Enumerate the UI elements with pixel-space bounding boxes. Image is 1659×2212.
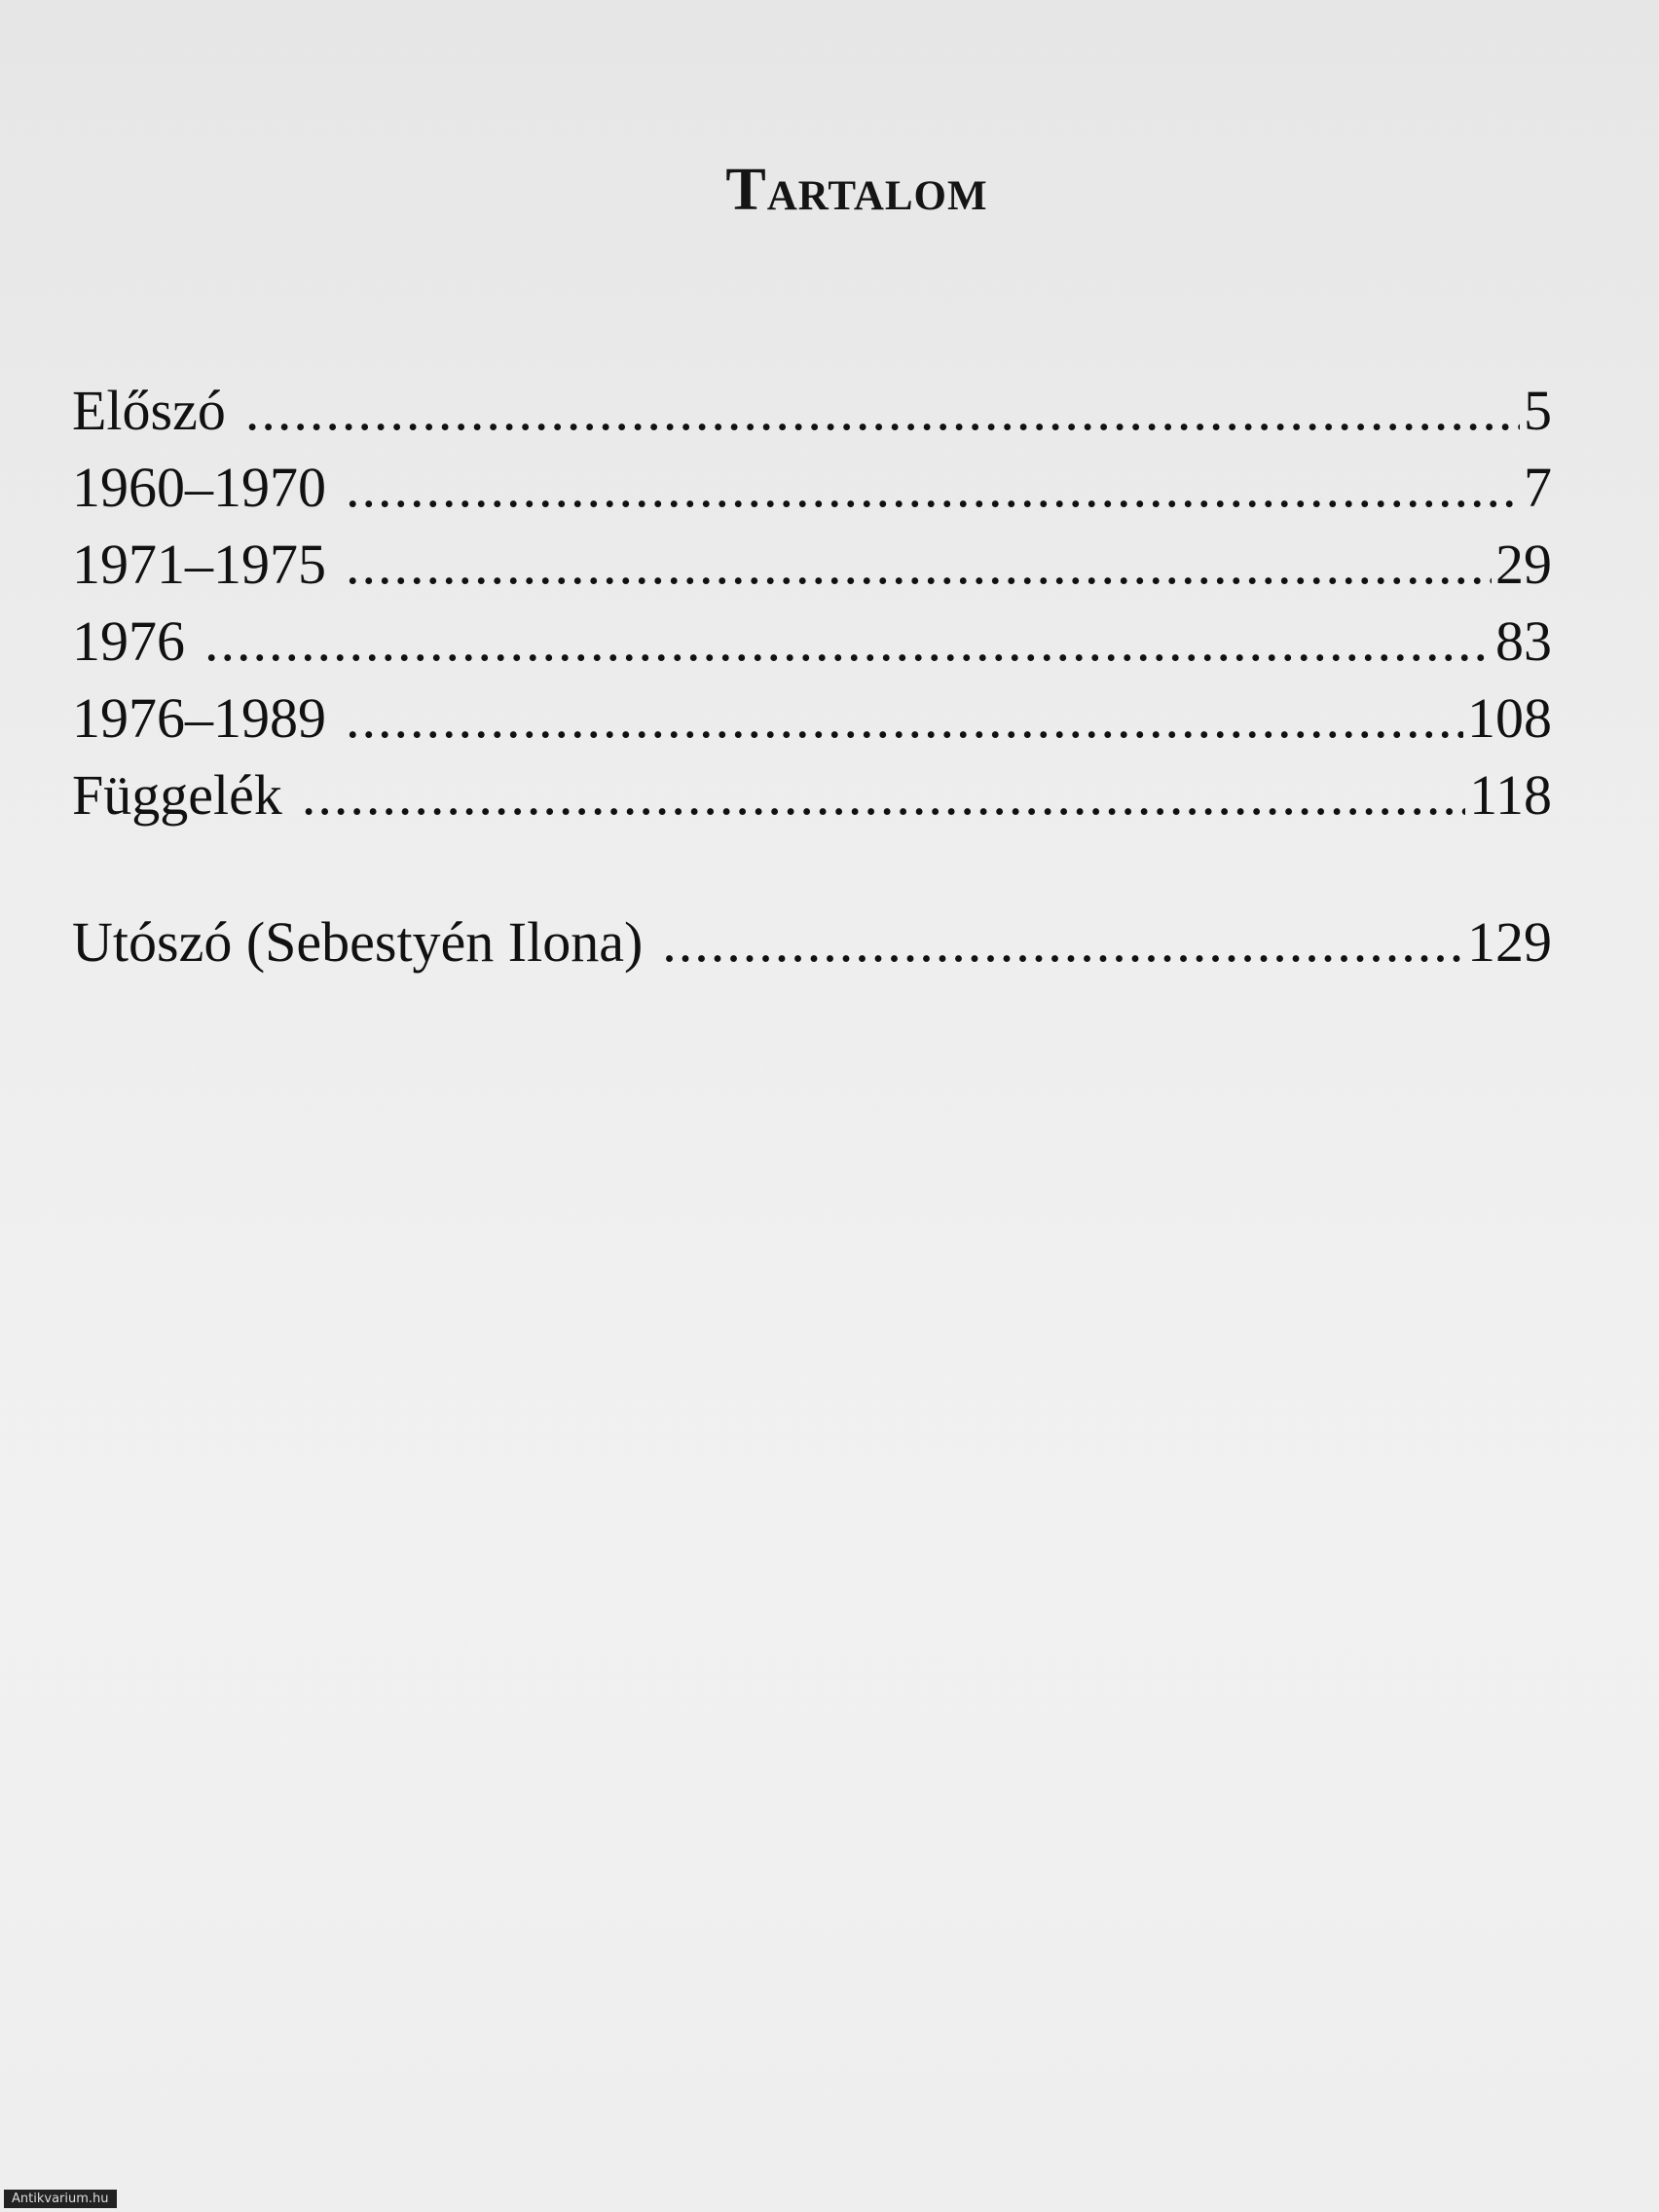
toc-entry-title: 1960–1970 <box>72 456 326 519</box>
toc-entry-title: Előszó <box>72 379 226 442</box>
toc-entry-title: Utószó (Sebestyén Ilona) <box>72 910 644 974</box>
toc-dot-leader <box>346 680 1463 756</box>
toc-entry[interactable] <box>72 680 1552 756</box>
table-of-contents-appendix <box>72 903 1552 980</box>
toc-entry-page: 129 <box>1467 910 1552 974</box>
toc-entry-page: 7 <box>1524 456 1552 519</box>
toc-dot-leader <box>346 526 1492 603</box>
toc-dot-leader <box>346 449 1520 526</box>
toc-entry-page: 118 <box>1469 763 1552 827</box>
toc-entry[interactable] <box>72 603 1552 680</box>
toc-entry[interactable] <box>72 449 1552 526</box>
toc-dot-leader <box>245 372 1520 449</box>
toc-dot-leader <box>204 603 1492 680</box>
show-through-text <box>623 1217 636 1274</box>
page-title: Tartalom <box>725 157 988 223</box>
toc-entry-page: 5 <box>1524 379 1552 442</box>
toc-entry-page: 83 <box>1495 609 1552 673</box>
toc-entry[interactable] <box>72 903 1552 980</box>
toc-entry[interactable] <box>72 372 1552 449</box>
toc-entry[interactable] <box>72 526 1552 603</box>
toc-entry-title: 1976–1989 <box>72 686 326 750</box>
source-watermark: Antikvarium.hu <box>4 2190 117 2208</box>
toc-entry-title: 1971–1975 <box>72 533 326 596</box>
table-of-contents <box>72 372 1552 833</box>
toc-dot-leader <box>662 903 1463 980</box>
toc-dot-leader <box>302 756 1465 833</box>
toc-entry[interactable] <box>72 756 1552 833</box>
toc-entry-title: Függelék <box>72 763 282 827</box>
toc-entry-page: 29 <box>1495 533 1552 596</box>
toc-entry-page: 108 <box>1467 686 1552 750</box>
toc-entry-title: 1976 <box>72 609 185 673</box>
